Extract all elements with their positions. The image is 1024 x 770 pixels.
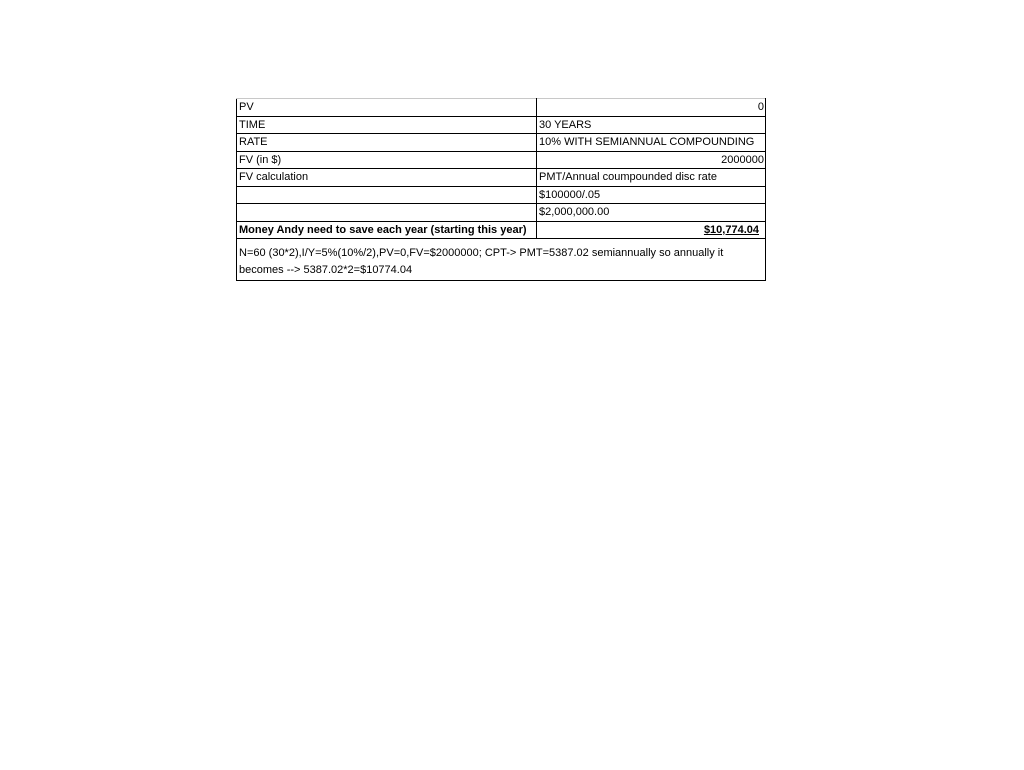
cell-value-fv[interactable]: 2000000 [537, 151, 766, 169]
row-total [237, 221, 766, 239]
cell-value-calc-step-1[interactable]: $100000/.05 [537, 186, 766, 204]
cell-label-time[interactable]: TIME [237, 116, 537, 134]
row-pv [237, 99, 766, 117]
row-rate [237, 134, 766, 152]
row-fv-calculation [237, 169, 766, 187]
cell-label-total[interactable]: Money Andy need to save each year (starting this year) [237, 221, 537, 239]
row-note [237, 239, 766, 281]
spreadsheet-table [236, 98, 766, 281]
row-calc-step-1 [237, 186, 766, 204]
cell-value-calc-step-2[interactable]: $2,000,000.00 [537, 204, 766, 222]
row-time [237, 116, 766, 134]
cell-value-total[interactable]: $10,774.04 [537, 221, 766, 239]
cell-value-rate[interactable]: 10% WITH SEMIANNUAL COMPOUNDING [537, 134, 766, 152]
cell-value-pv[interactable]: 0 [537, 99, 766, 117]
cell-label-rate[interactable]: RATE [237, 134, 537, 152]
cell-label-fv[interactable]: FV (in $) [237, 151, 537, 169]
cell-value-fv-calculation[interactable]: PMT/Annual coumpounded disc rate [537, 169, 766, 187]
row-calc-step-2 [237, 204, 766, 222]
cell-label-empty-1[interactable] [237, 186, 537, 204]
row-fv [237, 151, 766, 169]
cell-value-time[interactable]: 30 YEARS [537, 116, 766, 134]
cell-label-pv[interactable]: PV [237, 99, 537, 117]
cell-note[interactable]: N=60 (30*2),I/Y=5%(10%/2),PV=0,FV=$2000000; CPT-> PMT=5387.02 semiannually so annually it becomes --> 5387.02*2=$10774.04 [237, 239, 766, 281]
cell-label-empty-2[interactable] [237, 204, 537, 222]
cell-label-fv-calculation[interactable]: FV calculation [237, 169, 537, 187]
